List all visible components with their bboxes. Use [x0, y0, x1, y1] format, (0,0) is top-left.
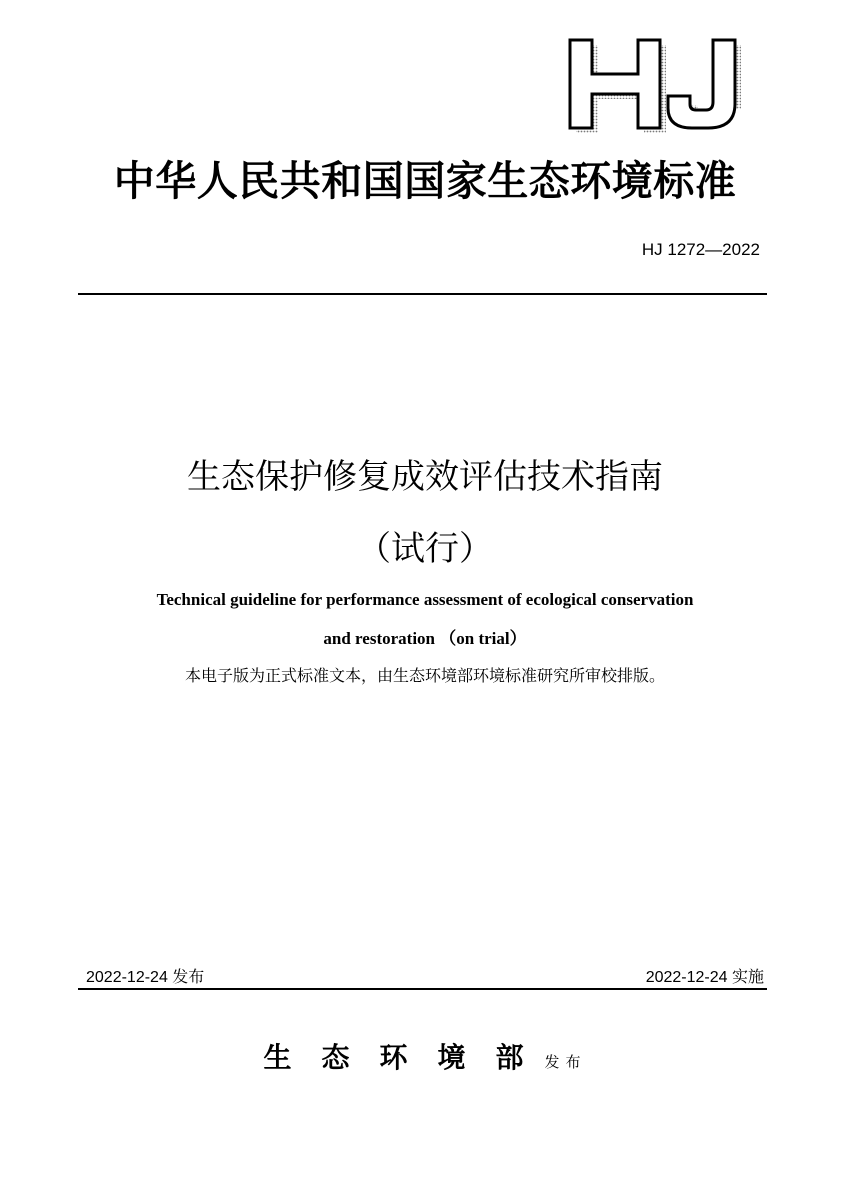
standard-number: HJ 1272—2022: [641, 240, 760, 259]
publisher-action: 发布: [544, 1053, 587, 1071]
top-divider: [78, 293, 767, 295]
edition-note: 本电子版为正式标准文本，由生态环境部环境标准研究所审校排版。: [184, 666, 665, 685]
publisher-line: [0, 1036, 850, 1076]
document-title-en-line1: Technical guideline for performance assessment of ecological conservation: [156, 590, 694, 609]
hj-logo: [568, 38, 748, 134]
document-title-trial-note: （试行）: [357, 529, 493, 569]
document-title-en-line2: and restoration （on trial）: [323, 629, 527, 648]
publisher-name: 生态环境部: [263, 1041, 554, 1074]
effective-date: 2022-12-24 实施: [645, 969, 764, 986]
bottom-divider: [78, 988, 767, 990]
country-standard-heading: 中华人民共和国国家生态环境标准: [113, 157, 737, 205]
issue-date: 2022-12-24 发布: [86, 969, 205, 986]
document-title-zh: 生态保护修复成效评估技术指南: [187, 457, 663, 497]
